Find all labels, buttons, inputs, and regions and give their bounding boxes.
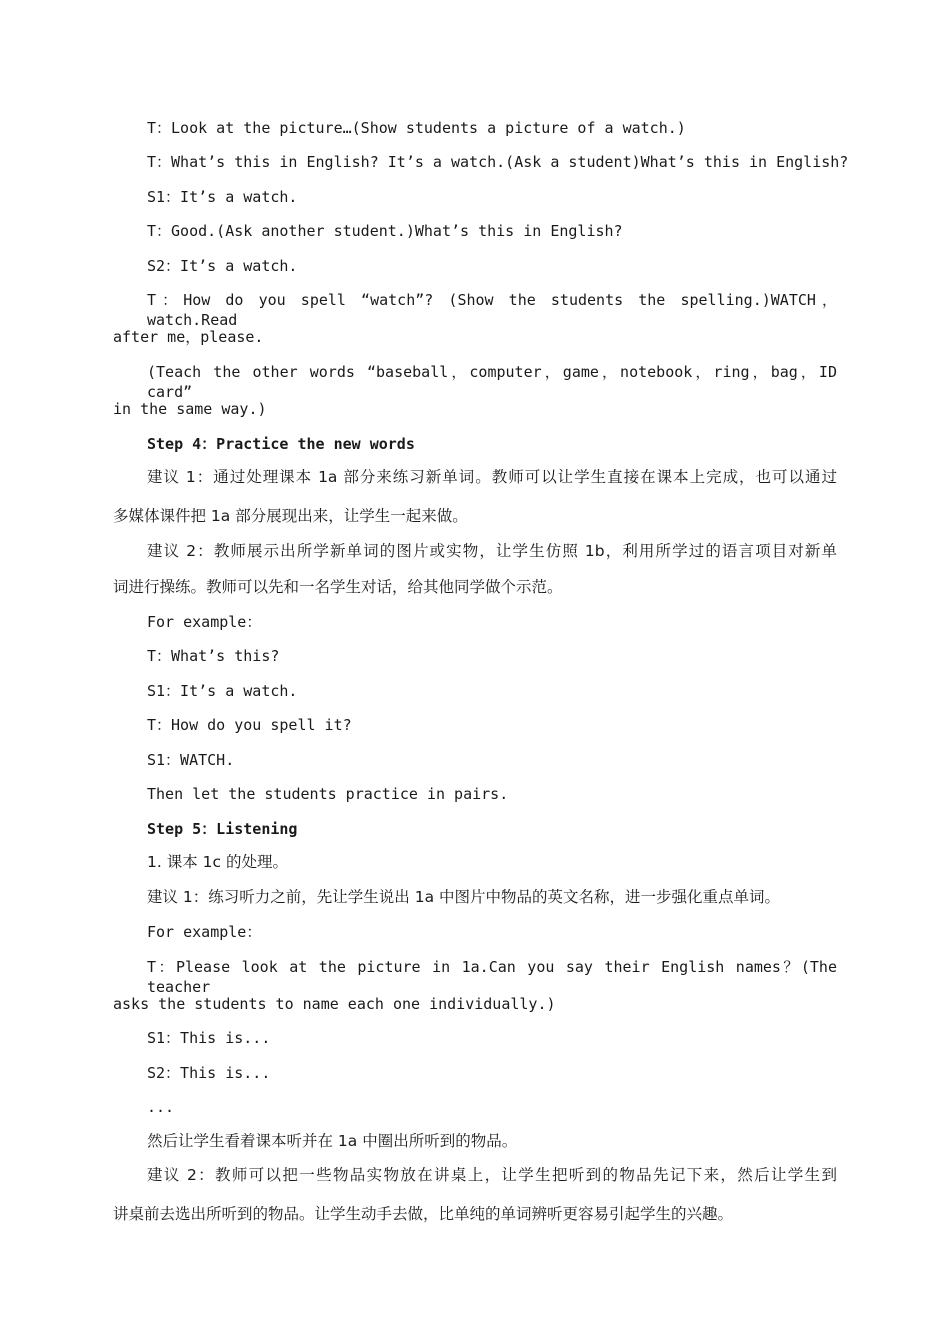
dialogue-line: T：What’s this? xyxy=(147,647,280,665)
instruction-line: (Teach the other words “baseball，computer，game，notebook，ring，bag，ID card” xyxy=(147,363,837,401)
dialogue-line: T：Please look at the picture in 1a.Can you say their English names？(The teacher xyxy=(147,958,837,996)
dialogue-line: T：How do you spell it? xyxy=(147,716,352,734)
dialogue-line-continued: asks the students to name each one individually.) xyxy=(113,995,556,1013)
instruction-line: 然后让学生看着课本听并在 1a 中圈出所听到的物品。 xyxy=(147,1132,518,1150)
suggestion-2-line: 建议 2：教师可以把一些物品实物放在讲桌上，让学生把听到的物品先记下来，然后让学生到 xyxy=(147,1166,837,1184)
suggestion-2-line-continued: 讲桌前去选出所听到的物品。让学生动手去做，比单纯的单词辨听更容易引起学生的兴趣。 xyxy=(113,1205,734,1223)
dialogue-line: S1：It’s a watch. xyxy=(147,188,298,206)
suggestion-1-line: 建议 1：练习听力之前，先让学生说出 1a 中图片中物品的英文名称，进一步强化重点单词。 xyxy=(147,888,781,906)
dialogue-line: T：Good.(Ask another student.)What’s this in English? xyxy=(147,222,623,240)
suggestion-2-line-continued: 词进行操练。教师可以先和一名学生对话，给其他同学做个示范。 xyxy=(113,578,563,596)
dialogue-line: T：What’s this in English? It’s a watch.(Ask a student)What’s this in English? xyxy=(147,153,849,171)
suggestion-2-line: 建议 2：教师展示出所学新单词的图片或实物，让学生仿照 1b，利用所学过的语言项目对新单 xyxy=(147,542,837,560)
step-4-heading: Step 4：Practice the new words xyxy=(147,435,415,453)
instruction-line-continued: in the same way.) xyxy=(113,400,267,418)
suggestion-1-line-continued: 多媒体课件把 1a 部分展现出来，让学生一起来做。 xyxy=(113,507,468,525)
ellipsis-line: ... xyxy=(147,1098,175,1116)
dialogue-line: T：Look at the picture…(Show students a picture of a watch.) xyxy=(147,119,686,137)
instruction-line: Then let the students practice in pairs. xyxy=(147,785,509,803)
dialogue-line: S2：It’s a watch. xyxy=(147,257,298,275)
dialogue-line: S2：This is... xyxy=(147,1064,271,1082)
suggestion-1-line: 建议 1：通过处理课本 1a 部分来练习新单词。教师可以让学生直接在课本上完成，也可以通过 xyxy=(147,468,837,486)
step-5-heading: Step 5：Listening xyxy=(147,820,298,838)
dialogue-line: S1：It’s a watch. xyxy=(147,682,298,700)
numbered-item: 1. 课本 1c 的处理。 xyxy=(147,853,288,871)
dialogue-line-continued: after me，please. xyxy=(113,328,264,346)
dialogue-line: S1：This is... xyxy=(147,1029,271,1047)
dialogue-line: T：How do you spell “watch”? (Show the students the spelling.)WATCH，watch.Read xyxy=(147,291,837,329)
dialogue-line: S1：WATCH. xyxy=(147,751,235,769)
example-label: For example： xyxy=(147,923,262,941)
example-label: For example： xyxy=(147,613,262,631)
